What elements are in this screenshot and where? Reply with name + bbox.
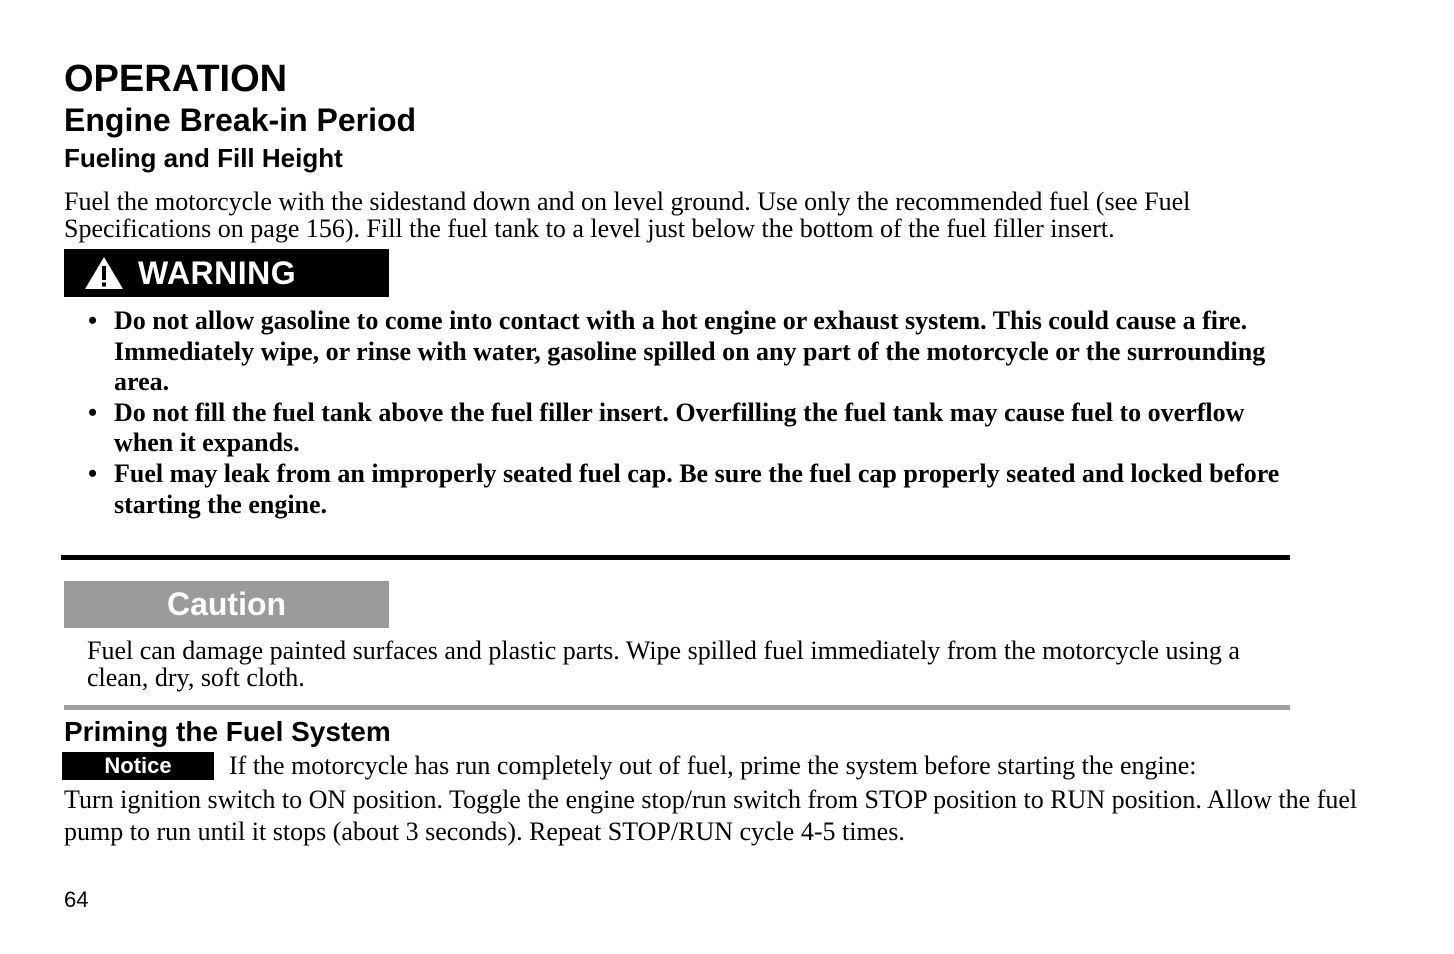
warning-label: WARNING bbox=[138, 254, 297, 291]
caution-label: Caution bbox=[166, 586, 287, 622]
priming-title: Priming the Fuel System bbox=[64, 716, 391, 747]
caution-divider bbox=[64, 705, 1290, 710]
page-number: 64 bbox=[64, 887, 89, 912]
warning-item: • Do not allow gasoline to come into contact with a hot engine or exhaust system. This could cause a fire. Immediately wipe, or rinse with water, gasoline spilled on any part of the motorcycle or the surrounding area. bbox=[88, 306, 1288, 398]
section-divider bbox=[61, 555, 1290, 560]
notice-badge bbox=[62, 752, 214, 780]
intro-paragraph: Fuel the motorcycle with the sidestand down and on level ground. Use only the recommended fuel (see Fuel Specifications on page 156). Fill the fuel tank to a level just below the bottom of the fuel filler insert. bbox=[64, 187, 1191, 243]
caution-banner bbox=[64, 581, 389, 628]
warning-banner bbox=[64, 249, 389, 297]
priming-instructions: Turn ignition switch to ON position. Toggle the engine stop/run switch from STOP position to RUN position. Allow the fuel pump to run until it stops (about 3 seconds). Repeat STOP/RUN cycle 4-5 times. bbox=[64, 785, 1358, 846]
notice-text: If the motorcycle has run completely out of fuel, prime the system before starting the engine: bbox=[229, 751, 1197, 780]
subsection-title: Engine Break-in Period bbox=[64, 102, 417, 138]
warning-list bbox=[88, 306, 1288, 520]
warning-item: • Do not fill the fuel tank above the fuel filler insert. Overfilling the fuel tank may cause fuel to overflow when it expands. bbox=[88, 398, 1288, 459]
warning-item: • Fuel may leak from an improperly seated fuel cap. Be sure the fuel cap properly seated and locked before starting the engine. bbox=[88, 459, 1288, 520]
warning-triangle-icon bbox=[84, 256, 124, 290]
caution-text: Fuel can damage painted surfaces and plastic parts. Wipe spilled fuel immediately from the motorcycle using a clean, dry, soft cloth. bbox=[87, 636, 1240, 692]
topic-title: Fueling and Fill Height bbox=[64, 143, 343, 173]
notice-label: Notice bbox=[104, 753, 172, 778]
section-title: OPERATION bbox=[64, 58, 288, 100]
